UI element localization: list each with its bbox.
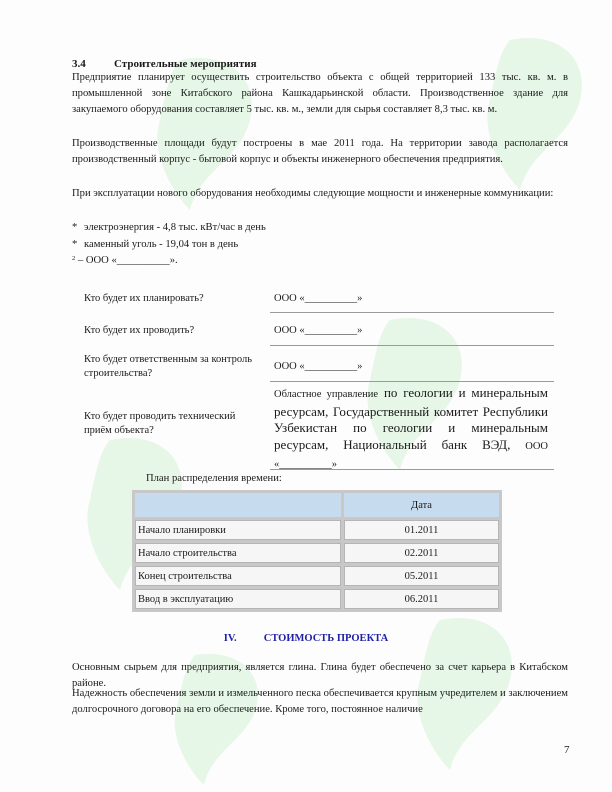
answer-value: ООО «__________» (274, 293, 363, 304)
paragraph-requirements: При эксплуатации нового оборудования необходимы следующие мощности и инженерные коммуникации: (72, 188, 554, 199)
question-label: Кто будет их планировать? (84, 293, 204, 304)
section-iv-number: IV. (223, 633, 237, 644)
schedule-table (132, 490, 502, 612)
footnote-text: – ООО «__________». (75, 255, 178, 266)
date-cell: 05.2011 (344, 566, 499, 586)
bullet-item: * каменный уголь - 19,04 тон в день (72, 237, 238, 253)
stage-cell: Конец строительства (135, 566, 341, 586)
section-heading (72, 58, 257, 70)
table-row (135, 520, 499, 540)
section-number: 3.4 (72, 58, 86, 70)
divider (270, 469, 554, 470)
stage-cell: Начало строительства (135, 543, 341, 563)
question-label: Кто будет проводить технический приём объекта? (84, 411, 236, 436)
footnote-mark: 2 (72, 255, 76, 262)
table-row (135, 543, 499, 563)
bullet-item: * электроэнергия - 4,8 тыс. кВт/час в день (72, 220, 266, 236)
table-row (135, 589, 499, 609)
table-header-row (135, 493, 499, 517)
table-header-date: Дата (344, 493, 499, 517)
paragraph-reliability: Надежность обеспечения земли и измельченного песка обеспечивается крупным учредителем и заключением долгосрочного договора на его обеспечение. Кроме того, постоянное наличие (72, 688, 568, 715)
date-cell: 01.2011 (344, 520, 499, 540)
bullet-marker: * (72, 239, 78, 250)
divider (270, 312, 554, 313)
date-cell: 06.2011 (344, 589, 499, 609)
question-label: Кто будет их проводить? (84, 325, 195, 336)
table-row (135, 566, 499, 586)
section-iv-title: СТОИМОСТЬ ПРОЕКТА (263, 633, 389, 644)
footnote (72, 255, 178, 266)
answer-value: ООО «__________» (274, 361, 363, 372)
paragraph-territory: Предприятие планирует осуществить строительство объекта с общей территорией 133 тыс. кв. м. в промышленной зоне Китабского района Кашкадарьинской области. Производственное здание для закупаемого оборудования составляет 5 тыс. кв. м., земли для сырья составляет 8,3 тыс. кв. м. (72, 72, 568, 115)
bullet-marker: * (72, 222, 78, 233)
date-cell: 02.2011 (344, 543, 499, 563)
answer-value: ООО «__________» (274, 325, 363, 336)
section-title: Строительные мероприятия (114, 58, 257, 70)
answer-value: Областное управление по геологии и минеральным ресурсам, Государственный комитет Республики Узбекистан по геологии и минеральным ресурсам, Национальный банк ВЭД, ООО «__________» (274, 385, 548, 470)
stage-cell: Начало планировки (135, 520, 341, 540)
paragraph-construction-date: Производственные площади будут построены в мае 2011 года. На территории завода располагается производственный корпус - бытовой корпус и объекты инженерного обеспечения предприятия. (72, 138, 568, 165)
table-header-empty (135, 493, 341, 517)
divider (270, 345, 554, 346)
stage-cell: Ввод в эксплуатацию (135, 589, 341, 609)
page-number: 7 (564, 744, 570, 756)
question-label: Кто будет ответственным за контроль строительства? (84, 354, 252, 379)
paragraph-raw-material: Основным сырьем для предприятия, является глина. Глина будет обеспечено за счет карьера в Китабском районе. (72, 662, 568, 689)
divider (270, 381, 554, 382)
section-iv-heading (0, 633, 612, 644)
plan-title: План распределения времени: (146, 473, 282, 484)
